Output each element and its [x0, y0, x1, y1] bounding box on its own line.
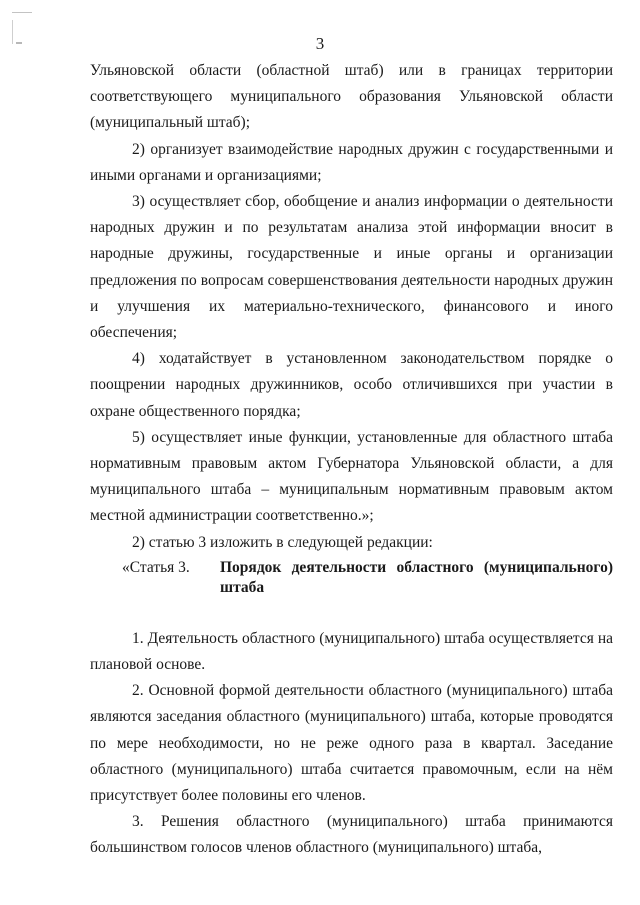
- article-heading: [90, 558, 613, 598]
- paragraph: 3) осуществляет сбор, обобщение и анализ информации о деятельности народных дружин и по результатам анализа этой информации вносит в народные дружины, государственные и иные органы и организации предложения по вопросам совершенствования деятельности народных дружин и улучшения их материально-технического, финансового и иного обеспечения;: [90, 193, 613, 342]
- document-body: [90, 58, 613, 862]
- paragraph: 3. Решения областного (муниципального) штаба принимаются большинством голосов членов областного (муниципального) штаба,: [90, 813, 613, 857]
- scan-artifact: [12, 12, 32, 13]
- article-title: Порядок деятельности областного (муниципального) штаба: [220, 558, 613, 596]
- paragraph: 2) статью 3 изложить в следующей редакции:: [132, 533, 433, 551]
- paragraph: 1. Деятельность областного (муниципального) штаба осуществляется на плановой основе.: [90, 629, 613, 674]
- spacer: [90, 598, 613, 626]
- paragraph: 2. Основной формой деятельности областного (муниципального) штаба являются заседания областного (муниципального) штаба, которые проводятся по мере необходимости, но не реже одного раза в квартал. Заседание областного (муниципального) штаба считается правомочным, если на нём присутствует более половины его членов.: [90, 682, 613, 805]
- paragraph: 4) ходатайствует в установленном законодательством порядке о поощрении народных дружинников, особо отличившихся при участии в охране общественного порядка;: [90, 350, 613, 420]
- paragraph: 2) организует взаимодействие народных дружин с государственными и иными органами и организациями;: [90, 140, 613, 184]
- page-number: 3: [315, 34, 325, 53]
- article-number: «Статья 3.: [122, 558, 190, 576]
- paragraph: 5) осуществляет иные функции, установленные для областного штаба нормативным правовым актом Губернатора Ульяновской области, а для муниципального штаба – муниципальным нормативным правовым актом местной администрации соответственно.»;: [90, 428, 613, 525]
- paragraph: Ульяновской области (областной штаб) или в границах территории соответствующего муниципального образования Ульяновской области (муниципальный штаб);: [90, 62, 613, 132]
